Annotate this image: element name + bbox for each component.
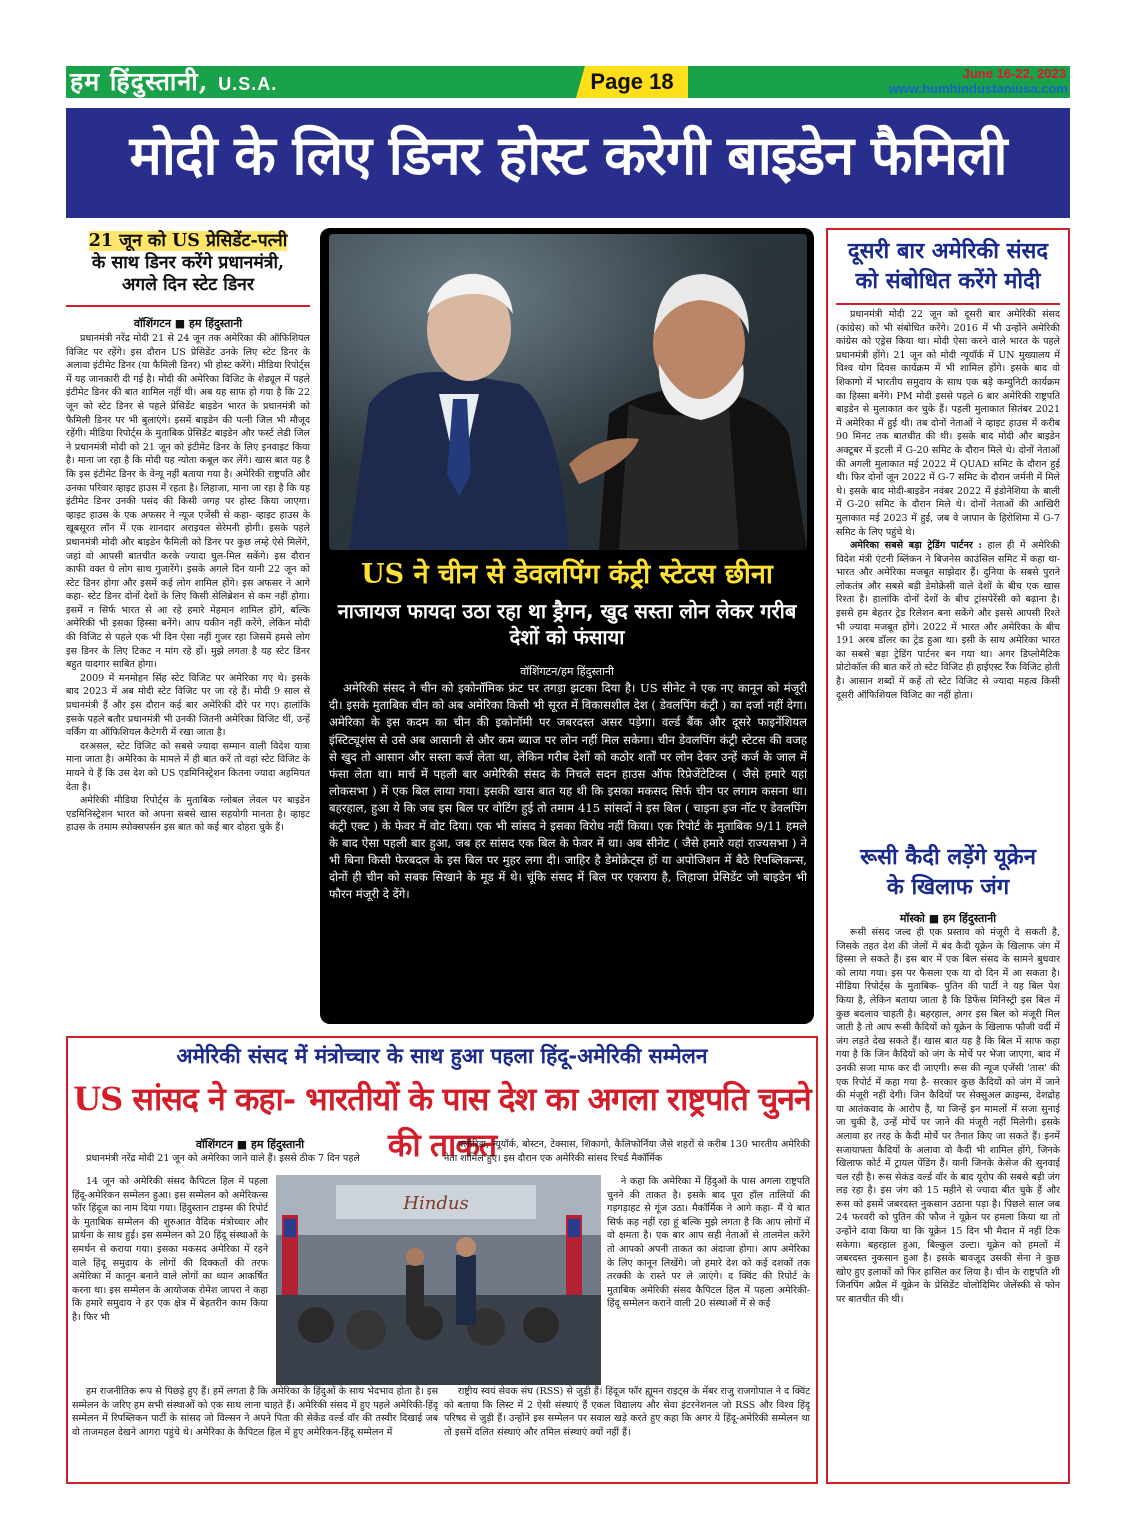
issue-date: June 16-22, 2023 <box>962 66 1066 81</box>
bottom-paragraph: हम राजनीतिक रूप से पिछड़े हुए हैं। हमें लगता है कि अमेरिका के हिंदुओं के साथ भेदभाव होता है। इस सम्मेलन के जरिए हम सभी संस्थाओं को एक साथ लाना चाहते हैं। अमेरिकी संसद में हुए पहले अमेरिकी-हिंदू सम्मेलन में रिपब्लिकन पार्टी के सांसद जो विल्सन ने अपने पिता की सेकेंड वर्ल्ड वॉर की तस्वीर दिखाई जब वो ताजमहल देखने आगरा पहुंचे थे। अमेरिका के कैपिटल हिल में हुए अमेरिकन-हिंदू सम्मेलन में <box>72 1386 438 1438</box>
right-headline-1-line1: दूसरी बार अमेरिकी संसद <box>847 238 1049 264</box>
left-byline: वॉशिंगटन ■ हम हिंदुस्तानी <box>133 317 243 330</box>
modi-biden-photo <box>329 234 807 550</box>
center-byline: वॉशिंगटन/हम हिंदुस्तानी <box>520 665 614 678</box>
center-subheadline: नाजायज फायदा उठा रहा था ड्रैगन, खुद सस्ता लोन लेकर गरीब देशों को फंसाया <box>337 599 797 649</box>
right-1-subhead-paragraph: हाल ही में अमेरिकी विदेश मंत्री एंटनी ब्लिंकन ने बिजनेस काउंसिल समिट में कहा था- भारत और अमेरिका मजबूत साझेदार हैं। दुनिया के सबसे पुराने लोकतंत्र और सबसे बड़ी डेमोक्रेसी वाले देशों के बीच एक खास रिश्ता है। हालांकि दोनों देशों के बीच ट्रांसपेरेंसी को बढ़ाना है। इससे हम बेहतर ट्रेड रिलेशन बना सकेंगे और इससे आपसी रिश्ते भी ज्यादा मजबूत होंगे। 2022 में भारत और अमेरिका के बीच 191 अरब डॉलर का ट्रेड हुआ था। इसी के साथ अमेरिका भारत का सबसे बड़ा ट्रेडिंग पार्टनर बन गया था। अगर डिप्लोमैटिक प्रोटोकॉल की बात करें तो स्टेट विजिट ही हाईएस्ट रैंक विजिट होती है। आसान शब्दों में कहें तो स्टेट विजिट से ज्यादा महत्व किसी दूसरी ऑफिशियल विजिट का नहीं होता। <box>836 540 1060 701</box>
right-story-1-body <box>836 308 1060 838</box>
bottom-paragraph: ने कहा कि अमेरिका में हिंदुओं के पास अगला राष्ट्रपति चुनने की ताकत है। इसके बाद पूरा हॉल तालियों की गड़गड़ाहट से गूंज उठा। मैकॉर्मिक ने आगे कहा- मैं ये बात सिर्फ कह नहीं रहा हूं बल्कि मुझे लगता है कि आप लोगों में वो क्षमता है। एक बार आप सही नेताओं से तालमेल करेंगे तो आपको अपनी ताकत का अंदाजा होगा। आप अमेरिका के लिए कानून लिखेंगे। जो हमारे देश को कई दशकों तक तरक्की के रास्ते पर ले जाएंगे। द क्विंट की रिपोर्ट के मुताबिक अमेरिकी संसद कैपिटल हिल में पहला अमेरिकी-हिंदू सम्मेलन कराने वाली 20 संस्थाओं में से कई <box>607 1176 810 1310</box>
right-1-paragraph: प्रधानमंत्री मोदी 22 जून को दूसरी बार अमेरिकी संसद (कांग्रेस) को भी संबोधित करेंगे। 2016 में भी उन्होंने अमेरिकी कांग्रेस को एड्रेस किया था। मोदी ऐसा करने वाले भारत के पहले प्रधानमंत्री होंगे। 21 जून को मोदी न्यूयॉर्क में UN मुख्यालय में विश्व योग दिवस कार्यक्रम में भी शामिल होंगे। इसके बाद वो शिकागो में भारतीय समुदाय के साथ एक बड़े कम्युनिटी कार्यक्रम का हिस्सा बनेंगे। PM मोदी इससे पहले 6 बार अमेरिकी राष्ट्रपति बाइडेन से मुलाकात कर चुके हैं। पहली मुलाकात सितंबर 2021 में अमेरिका में हुई थी। तब दोनों नेताओं ने व्हाइट हाउस में करीब 90 मिनट तक बातचीत की थी। इसके बाद मोदी और बाइडेन अक्टूबर में इटली में G-20 समिट के दौरान मिले थे। दोनों नेताओं की अगली मुलाकात मई 2022 में QUAD समिट के दौरान हुई थी। फिर दोनों जून 2022 में G-7 समिट के दौरान जर्मनी में मिले थे। इसके बाद मोदी-बाइडेन नवंबर 2022 में इंडोनेशिया के बाली में G-20 समिट के दौरान मिले थे। दोनों नेताओं की आखिरी मुलाकात मई 2023 में हुई, जब वे जापान के हिरोशिमा में G-7 समिट के लिए पहुंचे थे। <box>836 309 1060 538</box>
masthead <box>70 64 277 98</box>
bottom-left-wrap <box>72 1175 268 1383</box>
left-story-headline <box>66 230 310 296</box>
bottom-col1-top <box>72 1152 437 1175</box>
left-paragraph: 2009 में मनमोहन सिंह स्टेट विजिट पर अमेरिका गए थे। इसके बाद 2023 में अब मोदी स्टेट विजिट पर जा रहे हैं। मोदी 9 साल से प्रधानमंत्री हैं और इस दौरान कई बार अमेरिकी दौरे पर गए। हालांकि इसके पहले बतौर प्रधानमंत्री भी उनकी जितनी अमेरिका विजिट थीं, उन्हें वर्किंग या ऑफिशियल कैटेगरी में रखा जाता है। <box>66 672 310 739</box>
right-headline-1-line2: को संबोधित करेंगे मोदी <box>855 268 1041 294</box>
right-1-subhead: अमेरिका सबसे बड़ा ट्रेडिंग पार्टनर : <box>850 540 982 552</box>
bottom-paragraph: 14 जून को अमेरिकी संसद कैपिटल हिल में पहला हिंदू-अमेरिकन सम्मेलन हुआ। इस सम्मेलन को अमेरिकन्स फॉर हिंदूज का नाम दिया गया। हिंदुस्तान टाइम्स की रिपोर्ट के मुताबिक सम्मेलन की शुरुआत वैदिक मंत्रोच्चार और प्रार्थना के साथ हुई। इस सम्मेलन को 20 हिंदू संस्थाओं के समर्थन से कराया गया। इसका मकसद अमेरिका में रहने वाले हिंदू समुदाय के लोगों की दिक्कतों की तरफ अमेरिका में कानून बनाने वाले लोगों का ध्यान आकर्षित करना था। इस सम्मेलन के आयोजक रोमेश जापरा ने कहा कि हमारे समुदाय ने हर एक क्षेत्र में बेहतरीन काम किया है। फिर भी <box>72 1176 268 1323</box>
right-story-1-headline <box>830 236 1066 296</box>
bottom-paragraph: फ्लोरिडा, न्यूयॉर्क, बोस्टन, टेक्सास, शिकागो, कैलिफोर्निया जैसे शहरों से करीब 130 भारतीय अमेरिकी नेता शामिल हुए। इस दौरान एक अमेरिकी सांसद रिचर्ड मैकॉर्मिक <box>444 1139 810 1164</box>
bottom-paragraph: प्रधानमंत्री नरेंद्र मोदी 21 जून को अमेरिका जाने वाले हैं। इससे ठीक 7 दिन पहले <box>86 1153 360 1164</box>
left-headline-line2: के साथ डिनर करेंगे प्रधानमंत्री, <box>91 253 285 273</box>
summit-banner-text: Hindus <box>403 1193 469 1214</box>
left-paragraph: प्रधानमंत्री नरेंद्र मोदी 21 से 24 जून तक अमेरिका की ऑफिशियल विजिट पर रहेंगे। इस दौरान US प्रेसिडेंट उनके लिए स्टेट डिनर के अलावा इंटीमेट डिनर (या फैमिली डिनर) भी होस्ट करेंगे। मीडिया रिपोर्ट्स में यह जानकारी दी गई है। मोदी की अमेरिका विजिट के शेड्यूल में पहले इंटीमेट डिनर की बात शामिल नहीं थी। अब यह साफ हो गया है कि 22 जून को स्टेट डिनर से पहले प्रेसिडेंट बाइडेन भारत के प्रधानमंत्री को फैमिली डिनर पर भी बुलाएंगे। इसमें बाइडेन की पत्नी जिल भी मौजूद रहेंगी। मीडिया रिपोर्ट्स के मुताबिक प्रेसिडेंट बाइडेन और फर्स्ट लेडी जिल ने प्रधानमंत्री मोदी को 21 जून को इंटीमेट डिनर के लिए इनवाइट किया है। माना जा रहा है कि मोदी यह न्योता कबूल कर लेंगे। खास बात यह है कि इस इंटीमेट डिनर के वेन्यू नहीं बताया गया है। अमेरिकी राष्ट्रपति और उनका परिवार व्हाइट हाउस में रहता है। लिहाजा, माना जा रहा है कि यह इंटीमेट डिनर उनकी पसंद की किसी जगह पर होस्ट किया जाएगा। व्हाइट हाउस के एक अफसर ने न्यूज एजेंसी से कहा- व्हाइट हाउस के खूबसूरत लॉन में एक शानदार अराइवल सेरेमनी होगी। इसके पहले प्रधानमंत्री मोदी और बाइडेन फैमिली को डिनर पर कुछ लम्हे ऐसे मिलेंगे, जहां वो आपसी बातचीत करके ज्यादा घुल-मिल सकेंगे। इस दौरान काफी वक्त ये लोग साथ गुजारेंगे। इसके अगले दिन यानी 22 जून को स्टेट डिनर होगा और इसमें कई लोग शामिल होंगे। इस अफसर ने आगे कहा- स्टेट डिनर दोनों देशों के लिए किसी सेलिब्रेशन से कम नहीं होगा। इसमें न सिर्फ भारत से आ रहे हमारे मेहमान शामिल होंगे, बल्कि अमेरिकी भी इसका हिस्सा बनेंगे। आप यकीन नहीं करेंगे, लेकिन मोदी की विजिट से पहले एक भी दिन ऐसा नहीं गुजर रहा जिसमें हमसे लोग इस डिनर के लिए टिकट न मांग रहे हों। मुझे लगता है यह स्टेट डिनर बहुत यादगार साबित होगा। <box>66 333 310 671</box>
right-2-byline: मॉस्को ■ हम हिंदुस्तानी <box>899 912 997 925</box>
bottom-kicker: अमेरिकी संसद में मंत्रोच्चार के साथ हुआ पहला हिंदू-अमेरिकी सम्मेलन <box>176 1044 708 1068</box>
left-divider <box>66 305 310 307</box>
left-headline-line3: अगले दिन स्टेट डिनर <box>121 275 255 295</box>
bottom-headline: US सांसद ने कहा- भारतीयों के पास देश का अगला राष्ट्रपति चुनने की ताकत <box>73 1080 811 1164</box>
right-headline-2-line1: रूसी कैदी लड़ेंगे यूक्रेन <box>860 844 1036 870</box>
masthead-title: हम हिंदुस्तानी, <box>70 67 209 96</box>
main-headline: मोदी के लिए डिनर होस्ट करेगी बाइडेन फैमिली <box>129 123 1007 187</box>
center-paragraph: अमेरिकी संसद ने चीन को इकोनॉमिक फ्रंट पर तगड़ा झटका दिया है। US सीनेट ने एक नए कानून को मंजूरी दी। इसके मुताबिक चीन को अब अमेरिका किसी भी सूरत में विकासशील देश ( डेवलपिंग कंट्री ) का दर्जा नहीं देगा। अमेरिका के इस कदम का चीन की इकोनॉमी पर जबरदस्त असर पड़ेगा। वर्ल्ड बैंक और दूसरे फाइनेंशियल इंस्टिट्यूशंस से उसे अब आसानी से और कम ब्याज पर लोन नहीं मिल सकेगा। चीन डेवलपिंग कंट्री स्टेटस की वजह से खुद तो आसान और सस्ता कर्ज लेता था, लेकिन गरीब देशों को कठोर शर्तों पर लोन देकर उन्हें कर्ज के जाल में फंसा लेता था। मार्च में पहली बार अमेरिकी संसद के निचले सदन हाउस ऑफ रिप्रेजेंटेटिव्स ( जैसे हमारे यहां लोकसभा ) में एक बिल लाया गया। इसकी खास बात यह थी कि इसका मकसद सिर्फ चीन पर लगाम कसना था। बहरहाल, हुआ ये कि जब इस बिल पर वोटिंग हुई तो तमाम 415 सांसदों ने इस बिल ( चाइना इज नॉट ए डेवलपिंग कंट्री एक्ट ) के फेवर में वोट दिया। एक भी सांसद ने इसका विरोध नहीं किया। एक रिपोर्ट के मुताबिक 9/11 हमले के बाद ऐसा पहली बार हुआ, जब हर सांसद एक बिल के फेवर में था। अब सीनेट ( जैसे हमारे यहां राज्यसभा ) ने भी बिना किसी फेरबदल के इस बिल पर मुहर लगा दी। जाहिर है डेमोक्रेट्स हों या अपोजिशन में बैठे रिपब्लिकन्स, दोनों ही चीन को सबक सिखाने के मूड में थे। चूंकि संसद में बिल पर एकराय है, लिहाजा प्रेसिडेंट जो बाइडेन भी फौरन मंजूरी दे देंगे। <box>329 681 807 902</box>
left-paragraph: दरअसल, स्टेट विजिट को सबसे ज्यादा सम्मान वाली विदेश यात्रा माना जाता है। अमेरिका के मामले में ही बात करें तो वहां स्टेट विजिट के मायने ये हैं कि उस देश को US एडमिनिस्ट्रेशन कितना ज्यादा अहमियत देता है। <box>66 740 310 793</box>
hindu-summit-photo <box>276 1175 601 1385</box>
website-link[interactable]: www.humhindustaniusa.com <box>888 81 1068 96</box>
left-headline-line1: 21 जून को US प्रेसिडेंट-पत्नी <box>88 231 288 251</box>
right-story-2-headline <box>830 842 1066 902</box>
center-story-body <box>329 680 807 1014</box>
right-headline-2-line2: के खिलाफ जंग <box>886 874 1010 900</box>
right-divider <box>836 303 1060 305</box>
right-story-2-body <box>836 926 1060 1474</box>
right-2-paragraph: रूसी संसद जल्द ही एक प्रस्ताव को मंजूरी दे सकती है, जिसके तहत देश की जेलों में बंद कैदी यूक्रेन के खिलाफ जंग में हिस्सा ले सकते हैं। इस बार में एक बिल संसद के सामने बुधवार को लाया गया। इस पर फैसला एक या दो दिन में आ सकता है। मीडिया रिपोर्ट्स के मुताबिक- पुतिन की पार्टी ने यह बिल पेश किया है, लेकिन बताया जाता है कि डिफेंस मिनिस्ट्री इस बिल में कुछ बदलाव चाहती है। बहरहाल, अगर इस बिल को मंजूरी मिल जाती है तो आप रूसी कैदियों को यूक्रेन के खिलाफ फौजी वर्दी में जंग लड़ते देख सकते हैं। खास बात यह है कि बिल में साफ कहा गया है कि जिन कैदियों को जंग के मोर्चे पर भेजा जाएगा, बाद में उनकी सजा माफ कर दी जाएगी। रूस की न्यूज एजेंसी 'तास' की एक रिपोर्ट में कहा गया है- सरकार कुछ कैदियों को जंग में जाने की मंजूरी नहीं देगी। जिन कैदियों पर सेक्सुअल क्राइम्स, देशद्रोह या आतंकवाद के आरोप हैं, या जिन्हें इन मामलों में सजा सुनाई जा चुकी है, उन्हें मोर्चे पर जाने की मंजूरी नहीं मिलेगी। इसके अलावा हर तरह के कैदी मोर्चे पर तैनात किए जा सकते हैं। इनमें सजायाफ्ता कैदियों के अलावा वो कैदी भी शामिल होंगे, जिनके खिलाफ कोर्ट में ट्रायल पेंडिंग हैं। यानी जिनके केसेज की सुनवाई चल रही है। रूस सेकंड वर्ल्ड वॉर के बाद यूरोप की सबसे बड़ी जंग लड़ रहा है। इस जंग को 15 महीने से ज्यादा बीत चुके हैं और रूस को इसमें जबरदस्त नुकसान उठाना पड़ा है। पिछले साल जब 24 फरवरी को पुतिन की फौज ने यूक्रेन पर हमला किया था तो उन्होंने दावा किया था कि यूक्रेन 15 दिन भी मैदान में नहीं टिक सकेगा। बहरहाल हुआ, बिल्कुल उल्टा। यूक्रेन को हमलों में जबरदस्त नुकसान हुआ है। इसके बावजूद उसकी सेना ने कुछ खोए हुए इलाकों को फिर हासिल कर लिया है। चीन के राष्ट्रपति शी जिनपिंग अप्रैल में यूक्रेन के प्रेसिडेंट वोलोदिमिर जेलेंस्की से फोन पर बातचीत की थी। <box>836 927 1060 1306</box>
bottom-col2-bottom <box>444 1385 810 1480</box>
bottom-right-wrap <box>607 1175 810 1385</box>
page-number: Page 18 <box>590 69 674 94</box>
bottom-col2-top <box>444 1138 810 1174</box>
left-story-body <box>66 332 310 1030</box>
masthead-suffix: U.S.A. <box>218 74 278 94</box>
bottom-byline: वॉशिंगटन ■ हम हिंदुस्तानी <box>195 1138 305 1151</box>
bottom-paragraph: राष्ट्रीय स्वयं सेवक संघ (RSS) से जुड़ी हैं। हिंदूज फॉर ह्यूमन राइट्स के मेंबर राजु राजगोपाल ने द क्विंट को बताया कि लिस्ट में 2 ऐसी संस्थाएं हैं एकल विद्यालय और सेवा इंटरनेशनल जो RSS और विश्व हिंदू परिषद से जुड़ी हैं। उन्होंने इस सम्मेलन पर सवाल खड़े करते हुए कहा कि अगर ये हिंदू-अमेरिकी सम्मेलन था तो इसमें दलित संस्थाएं और तमिल संस्थाएं क्यों नहीं हैं। <box>444 1386 810 1438</box>
left-paragraph: अमेरिकी मीडिया रिपोर्ट्स के मुताबिक ग्लोबल लेवल पर बाइडेन एडमिनिस्ट्रेशन भारत को अपना सबसे खास सहयोगी मानता है। व्हाइट हाउस के तमाम स्पोक्सपर्सन इस बात को कई बार दोहरा चुके हैं। <box>66 795 310 834</box>
bottom-col1-bottom <box>72 1385 438 1480</box>
center-headline: US ने चीन से डेवलपिंग कंट्री स्टेटस छीना <box>361 559 773 590</box>
